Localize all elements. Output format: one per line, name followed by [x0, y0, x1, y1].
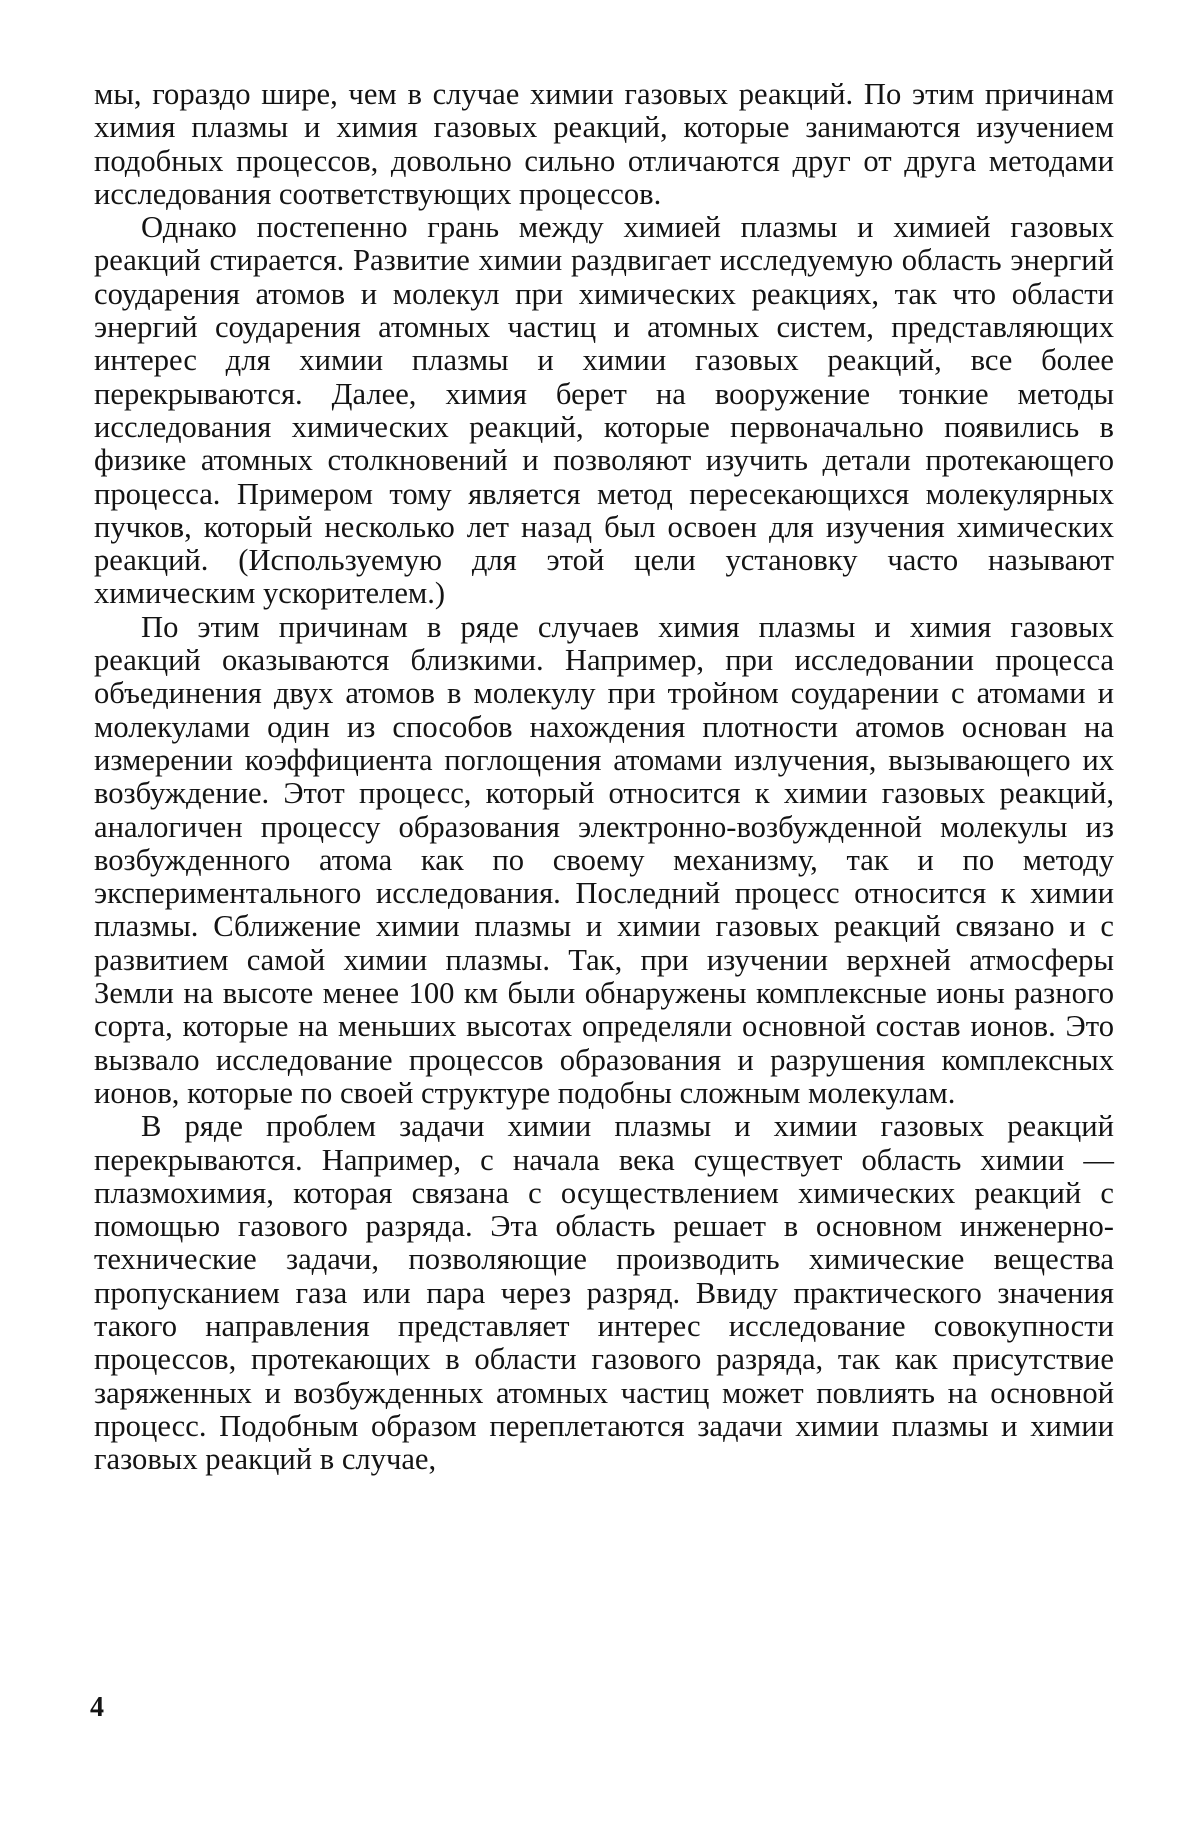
paragraph-3: По этим причинам в ряде случаев химия плазмы и химия газовых реакций оказываются близкими. Например, при исследовании процесса объединения двух атомов в молекулу при тройном соударении с атомами и молекулами один из способов нахождения плотности атомов основан на измерении коэффициента поглощения атомами излучения, вызывающего их возбуждение. Этот процесс, который относится к химии газовых реакций, аналогичен процессу образования электронно-возбужденной молекулы из возбужденного атома как по своему механизму, так и по методу экспериментального исследования. Последний процесс относится к химии плазмы. Сближение химии плазмы и химии газовых реакций связано и с развитием самой химии плазмы. Так, при изучении верхней атмосферы Земли на высоте менее 100 км были обнаружены комплексные ионы разного сорта, которые на меньших высотах определяли основной состав ионов. Это вызвало исследование процессов образования и разрушения комплексных ионов, которые по своей структуре подобны сложным молекулам. — [94, 609, 1114, 1110]
page-number: 4 — [90, 1692, 104, 1723]
paragraph-2: Однако постепенно грань между химией плазмы и химией газовых реакций стирается. Развитие химии раздвигает исследуемую область энергий соударения атомов и молекул при химических реакциях, так что области энергий соударения атомных частиц и атомных систем, представляющих интерес для химии плазмы и химии газовых реакций, все более перекрываются. Далее, химия берет на вооружение тонкие методы исследования химических реакций, которые первоначально появились в физике атомных столкновений и позволяют изучить детали протекающего процесса. Примером тому является метод пересекающихся молекулярных пучков, который несколько лет назад был освоен для изучения химических реакций. (Используемую для этой цели установку часто называют химическим ускорителем.) — [94, 210, 1114, 611]
page-body — [94, 78, 1114, 1476]
paragraph-1: мы, гораздо шире, чем в случае химии газовых реакций. По этим причинам химия плазмы и химия газовых реакций, которые занимаются изучением подобных процессов, довольно сильно отличаются друг от друга методами исследования соответствующих процессов. — [94, 77, 1114, 211]
paragraph-4: В ряде проблем задачи химии плазмы и химии газовых реакций перекрываются. Например, с начала века существует область химии — плазмохимия, которая связана с осуществлением химических реакций с помощью газового разряда. Эта область решает в основном инженерно-технические задачи, позволяющие производить химические вещества пропусканием газа или пара через разряд. Ввиду практического значения такого направления представляет интерес исследование совокупности процессов, протекающих в области газового разряда, так как присутствие заряженных и возбужденных атомных частиц может повлиять на основной процесс. Подобным образом переплетаются задачи химии плазмы и химии газовых реакций в случае, — [94, 1109, 1114, 1477]
